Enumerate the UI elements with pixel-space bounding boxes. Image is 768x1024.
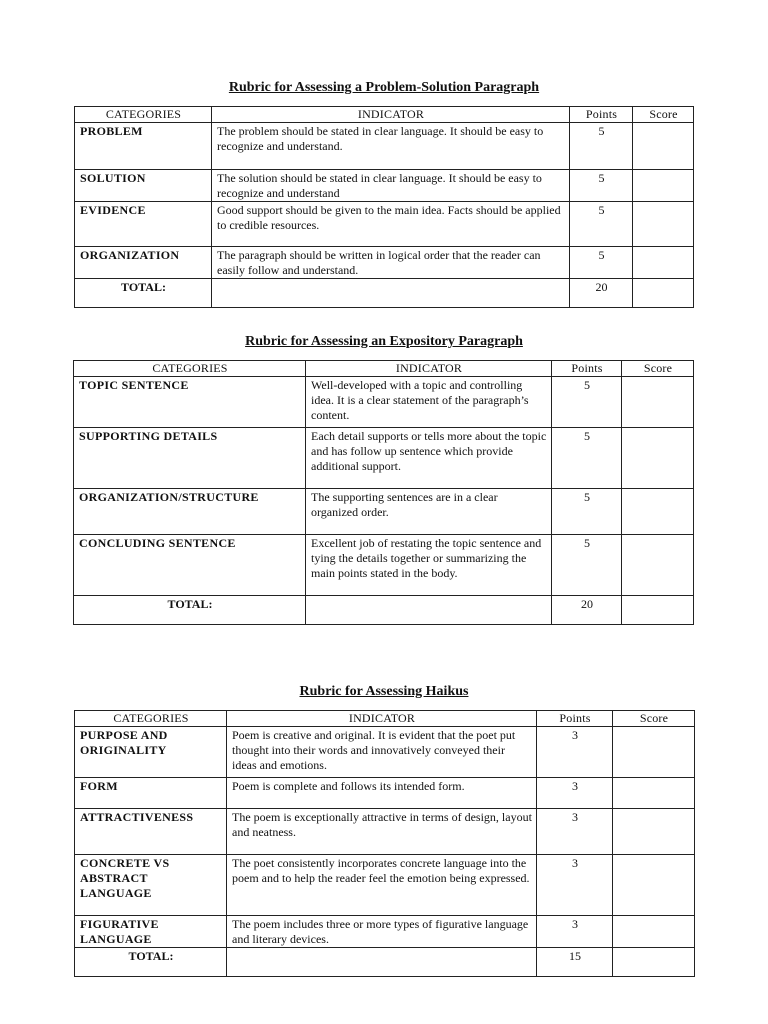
points-cell: 5 (552, 377, 622, 428)
total-score-cell[interactable] (633, 279, 694, 308)
points-cell: 5 (570, 170, 633, 202)
indicator-cell: Poem is creative and original. It is evident that the poet put thought into their words and innovatively conveyed their ideas and emotions. (227, 727, 537, 778)
categories-header: CATEGORIES (75, 107, 212, 123)
rubric3-table (74, 710, 695, 977)
header-row (75, 711, 695, 727)
indicator-header: INDICATOR (212, 107, 570, 123)
score-header: Score (613, 711, 695, 727)
table-row (74, 377, 694, 428)
score-cell[interactable] (633, 202, 694, 247)
category-cell: SOLUTION (75, 170, 212, 202)
points-header: Points (537, 711, 613, 727)
category-cell: CONCRETE VS ABSTRACT LANGUAGE (75, 855, 227, 916)
total-row (75, 279, 694, 308)
category-cell: FORM (75, 778, 227, 809)
points-cell: 3 (537, 855, 613, 916)
points-header: Points (570, 107, 633, 123)
points-cell: 5 (552, 535, 622, 596)
total-score-cell[interactable] (613, 948, 695, 977)
indicator-header: INDICATOR (227, 711, 537, 727)
score-cell[interactable] (622, 428, 694, 489)
rubric2-title: Rubric for Assessing an Expository Paragraph (245, 334, 523, 349)
total-points: 15 (537, 948, 613, 977)
indicator-cell: The poem includes three or more types of figurative language and literary devices. (227, 916, 537, 948)
score-cell[interactable] (613, 916, 695, 948)
rubric3-title: Rubric for Assessing Haikus (299, 684, 469, 699)
score-header: Score (633, 107, 694, 123)
indicator-cell: Each detail supports or tells more about the topic and has follow up sentence which provide additional support. (306, 428, 552, 489)
score-cell[interactable] (622, 489, 694, 535)
table-row (75, 727, 695, 778)
rubric1-title: Rubric for Assessing a Problem-Solution Paragraph (228, 80, 540, 95)
categories-header: CATEGORIES (75, 711, 227, 727)
score-cell[interactable] (622, 377, 694, 428)
points-cell: 5 (552, 428, 622, 489)
points-cell: 3 (537, 809, 613, 855)
score-cell[interactable] (633, 247, 694, 279)
points-cell: 5 (570, 202, 633, 247)
indicator-cell: The paragraph should be written in logical order that the reader can easily follow and understand. (212, 247, 570, 279)
total-row (74, 596, 694, 625)
rubric2-table (73, 360, 694, 625)
points-cell: 5 (570, 123, 633, 170)
total-points: 20 (552, 596, 622, 625)
indicator-cell: Excellent job of restating the topic sentence and tying the details together or summarizing the main points stated in the body. (306, 535, 552, 596)
table-row (75, 123, 694, 170)
category-cell: TOPIC SENTENCE (74, 377, 306, 428)
points-cell: 5 (570, 247, 633, 279)
table-row (75, 855, 695, 916)
indicator-cell: Good support should be given to the main idea. Facts should be applied to credible resources. (212, 202, 570, 247)
category-cell: FIGURATIVE LANGUAGE (75, 916, 227, 948)
table-row (75, 809, 695, 855)
total-label: TOTAL: (75, 948, 227, 977)
indicator-cell (212, 279, 570, 308)
indicator-cell: The supporting sentences are in a clear organized order. (306, 489, 552, 535)
indicator-cell: The poem is exceptionally attractive in terms of design, layout and neatness. (227, 809, 537, 855)
table-row (75, 202, 694, 247)
table-row (75, 778, 695, 809)
category-cell: PROBLEM (75, 123, 212, 170)
category-cell: CONCLUDING SENTENCE (74, 535, 306, 596)
category-cell: ATTRACTIVENESS (75, 809, 227, 855)
score-cell[interactable] (633, 170, 694, 202)
score-cell[interactable] (633, 123, 694, 170)
table-row (75, 916, 695, 948)
category-cell: EVIDENCE (75, 202, 212, 247)
rubric1-table (74, 106, 694, 308)
total-points: 20 (570, 279, 633, 308)
indicator-cell: The poet consistently incorporates concrete language into the poem and to help the reader feel the emotion being expressed. (227, 855, 537, 916)
points-cell: 3 (537, 727, 613, 778)
category-cell: SUPPORTING DETAILS (74, 428, 306, 489)
table-row (75, 170, 694, 202)
indicator-cell: The solution should be stated in clear language. It should be easy to recognize and understand (212, 170, 570, 202)
score-cell[interactable] (613, 809, 695, 855)
score-header: Score (622, 361, 694, 377)
score-cell[interactable] (613, 855, 695, 916)
header-row (74, 361, 694, 377)
category-cell: ORGANIZATION (75, 247, 212, 279)
table-row (74, 489, 694, 535)
total-row (75, 948, 695, 977)
points-cell: 5 (552, 489, 622, 535)
score-cell[interactable] (622, 535, 694, 596)
category-cell: ORGANIZATION/STRUCTURE (74, 489, 306, 535)
points-header: Points (552, 361, 622, 377)
indicator-cell (306, 596, 552, 625)
categories-header: CATEGORIES (74, 361, 306, 377)
header-row (75, 107, 694, 123)
indicator-cell: Poem is complete and follows its intended form. (227, 778, 537, 809)
category-cell: PURPOSE AND ORIGINALITY (75, 727, 227, 778)
table-row (74, 428, 694, 489)
indicator-cell: Well-developed with a topic and controlling idea. It is a clear statement of the paragraph’s content. (306, 377, 552, 428)
table-row (75, 247, 694, 279)
indicator-header: INDICATOR (306, 361, 552, 377)
score-cell[interactable] (613, 778, 695, 809)
points-cell: 3 (537, 916, 613, 948)
points-cell: 3 (537, 778, 613, 809)
score-cell[interactable] (613, 727, 695, 778)
table-row (74, 535, 694, 596)
indicator-cell (227, 948, 537, 977)
total-score-cell[interactable] (622, 596, 694, 625)
indicator-cell: The problem should be stated in clear language. It should be easy to recognize and understand. (212, 123, 570, 170)
total-label: TOTAL: (74, 596, 306, 625)
total-label: TOTAL: (75, 279, 212, 308)
